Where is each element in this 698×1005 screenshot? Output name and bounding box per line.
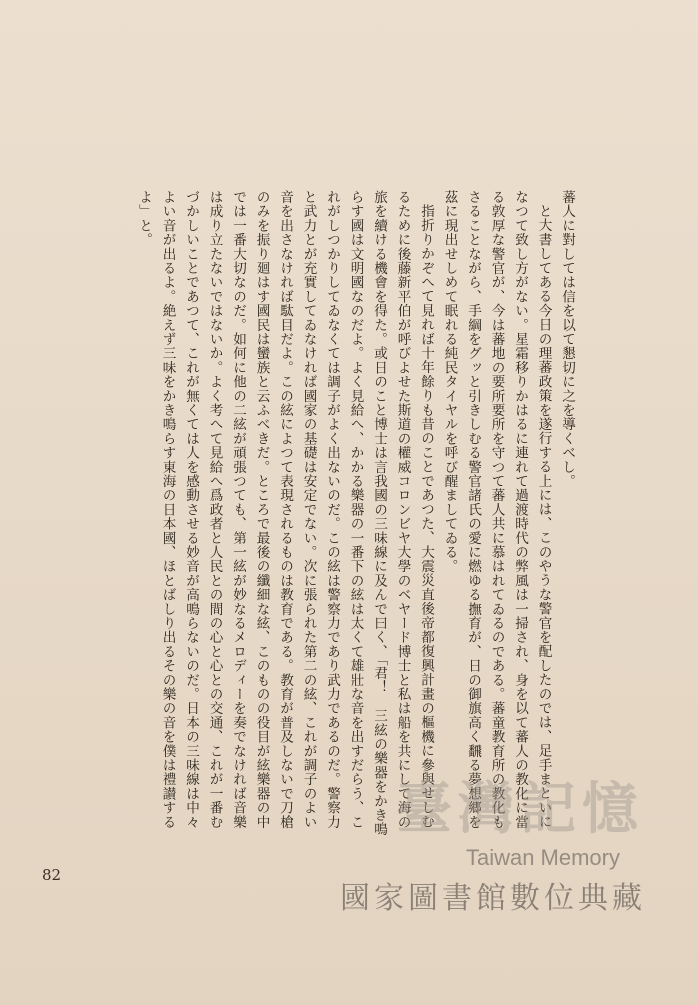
watermark-script-text: 臺灣記憶 [396, 776, 644, 842]
paragraph: 蕃人に對しては信を以て懇切に之を導くべし。 [559, 190, 575, 489]
watermark-english-text: Taiwan Memory [465, 845, 620, 870]
paragraph: 指折りかぞへて見れば十年餘りも昔のことであつた、大震災直後帝都復興計畫の樞機に參與せしむるために後藤新平伯が呼びよせた斯道の權威コロンビヤ大學のベヤード博士と私は船を共にして海の旅を續ける機會を得た。或日のこと博士は言我國の三味線に及んで曰く、「君！ 三絃の樂器をかき鳴らす國は文明國なのだよ。よく見給へ、かかる樂器の一番下の絃は太くて雄壯な音を出すだらう、これがしつかりしてゐなくては調子がよく出ないのだ。この絃は警察力であり武力であるのだ。警察力と武力とが充實してゐなければ國家の基礎は安定でない。次に張られた第二の絃、これが調子のよい音を出さなければ駄目だよ。この絃によつて表現されるものは教育である。教育が普及しないで刀槍のみを振り廻はす國民は蠻族と云ふべきだ。ところで最後の纖細な絃、このものの役目が絃樂器の中では一番大切なのだ。如何に他の二絃が頑張つても、第一絃が妙なるメロディーを奏でなければ音樂は成り立たないではないか。よく考へて見給へ爲政者と人民との間の心と心との交通、これが一番むづかしいことであつて、これが無くては人を感動させる妙音が高鳴らないのだ。日本の三味線は中々よい音が出るよ。絶えず三味をかき鳴らす東海の日本國、ほとばしり出るその樂の音を僕は禮讃するよ」と。 [136, 190, 434, 837]
watermark-chinese-text: 國家圖書館數位典藏 [340, 881, 646, 916]
paragraph: と大書してある今日の理蕃政策を遂行する上には、このやうな警官を配したのでは、足手まといになつて致し方がない。星霜移りかはるに連れて過渡時代の弊風は一掃され、身を以て蕃人の教化に當る敦厚な警官が、今は蕃地の要所要所を守つて蕃人共に慕はれてゐるのである。蕃童教育所の教化もさることながら、手綱をグッと引きしむる警官諸氏の愛に燃ゆる撫育が、日の御旗高く飜る夢想郷を茲に現出せしめて眠れる純民タイヤルを呼び醒ましてゐる。 [441, 190, 552, 829]
vertical-text-body [78, 190, 578, 840]
taiwan-memory-watermark [324, 765, 654, 925]
page-number: 82 [42, 866, 62, 884]
